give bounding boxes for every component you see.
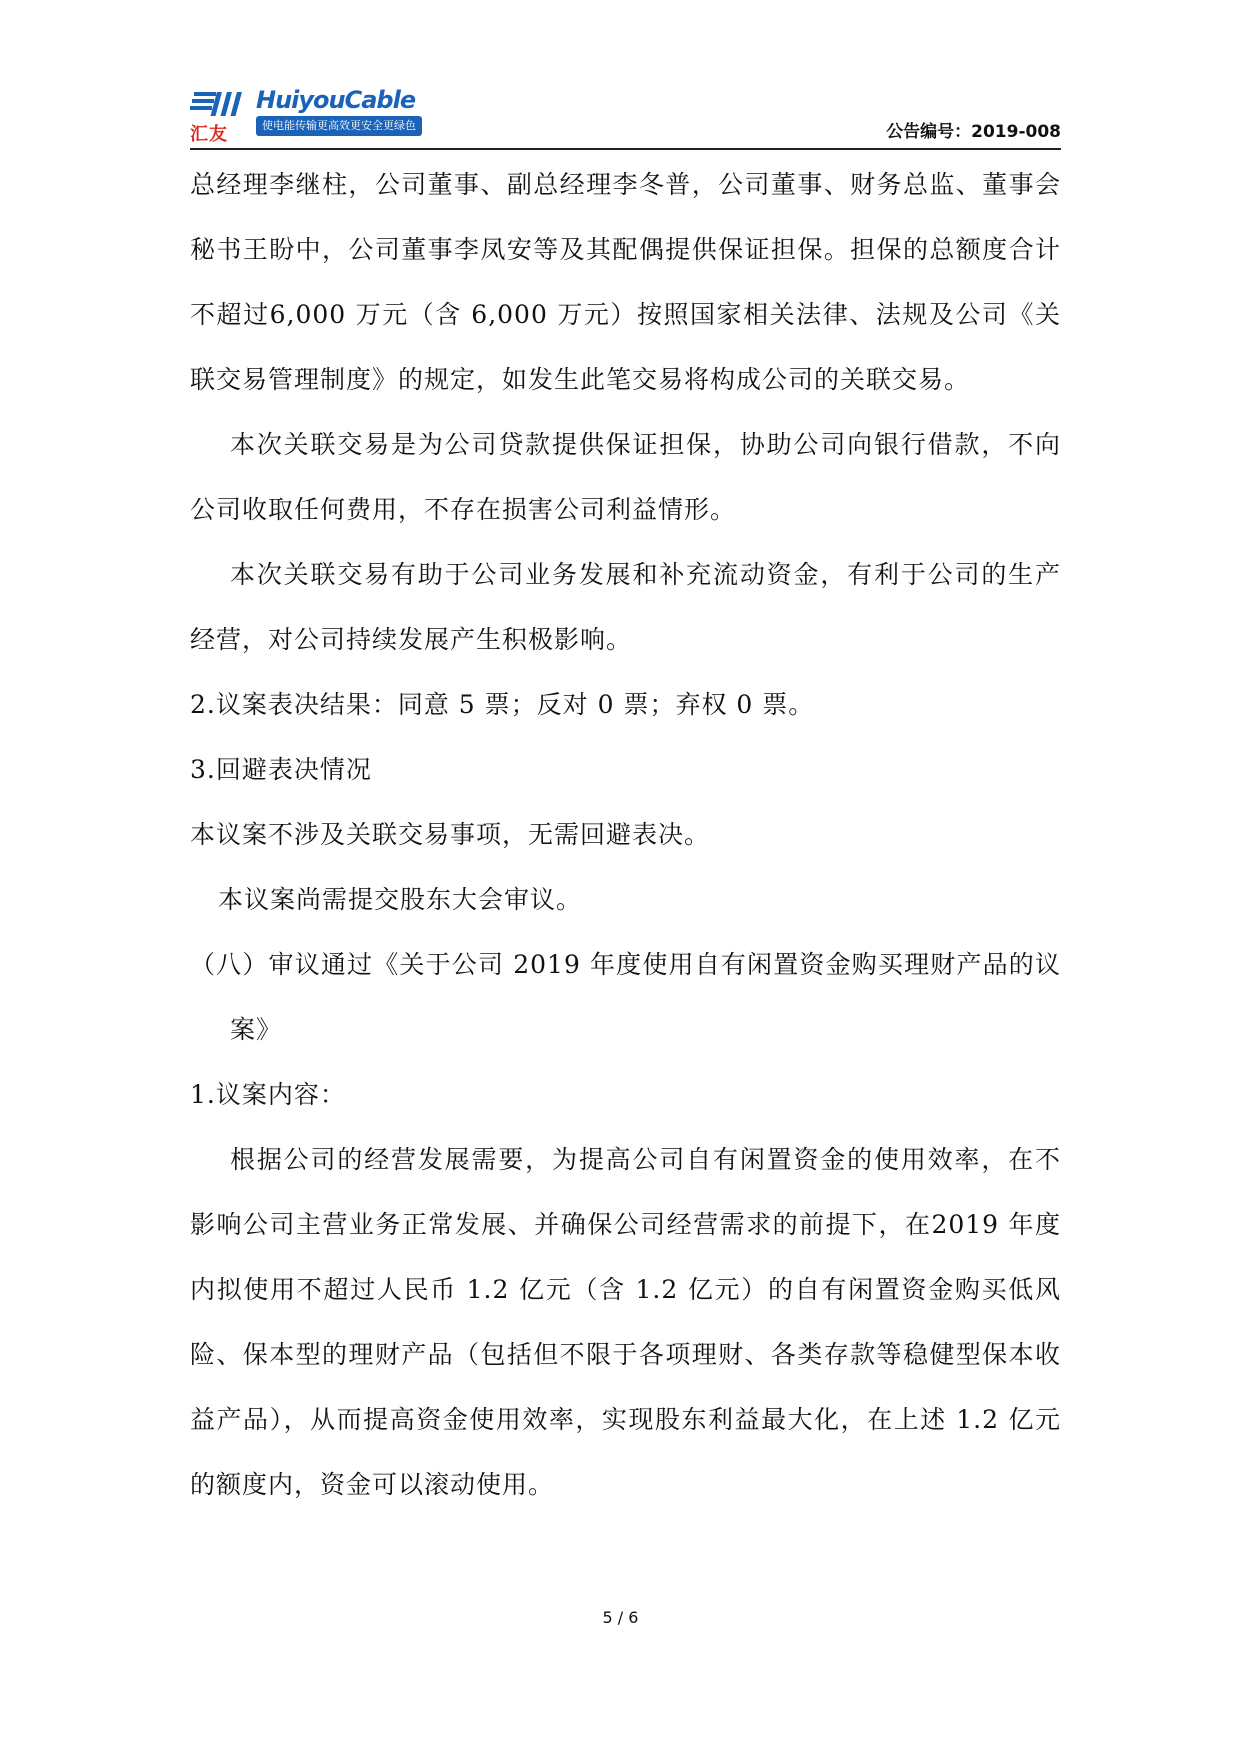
document-body	[190, 152, 1061, 1517]
logo-english-name: HuiyouCable	[256, 86, 416, 114]
paragraph-vote-result: 2.议案表决结果：同意 5 票；反对 0 票；弃权 0 票。	[190, 690, 815, 719]
paragraph-recusal-heading: 3.回避表决情况	[190, 755, 372, 784]
paragraph-recusal-detail: 本议案不涉及关联交易事项，无需回避表决。	[190, 820, 711, 849]
paragraph-no-fee: 本次关联交易是为公司贷款提供保证担保，协助公司向银行借款，不向公司收取任何费用，不存在损害公司利益情形。	[190, 430, 1061, 524]
company-logo	[190, 86, 420, 145]
section-heading-eight: （八）审议通过《关于公司 2019 年度使用自有闲置资金购买理财产品的议案》	[190, 950, 1061, 1044]
paragraph-guarantee: 总经理李继柱，公司董事、副总经理李冬普，公司董事、财务总监、董事会秘书王盼中，公司董事李凤安等及其配偶提供保证担保。担保的总额度合计不超过6,000 万元（含 6,000 万元）按照国家相关法律、法规及公司《关联交易管理制度》的规定，如发生此笔交易将构成公司的关联交易。	[190, 170, 1061, 394]
paragraph-content-heading: 1.议案内容：	[190, 1080, 346, 1109]
logo-slogan: 使电能传输更高效更安全更绿色	[256, 116, 422, 136]
logo-chinese-name: 汇友	[190, 124, 228, 145]
paragraph-shareholder-review: 本议案尚需提交股东大会审议。	[218, 885, 583, 914]
paragraph-benefit: 本次关联交易有助于公司业务发展和补充流动资金，有利于公司的生产经营，对公司持续发展产生积极影响。	[190, 560, 1061, 654]
paragraph-investment-plan: 根据公司的经营发展需要，为提高公司自有闲置资金的使用效率，在不影响公司主营业务正常发展、并确保公司经营需求的前提下，在2019 年度内拟使用不超过人民币 1.2 亿元（含 1.2 亿元）的自有闲置资金购买低风险、保本型的理财产品（包括但不限于各项理财、各类存款等稳健型保本收益产品），从而提高资金使用效率，实现股东利益最大化，在上述 1.2 亿元的额度内，资金可以滚动使用。	[190, 1145, 1061, 1499]
page-header	[190, 86, 1061, 150]
notice-number: 公告编号：2019-008	[886, 122, 1061, 142]
page-number: 5 / 6	[602, 1608, 639, 1627]
